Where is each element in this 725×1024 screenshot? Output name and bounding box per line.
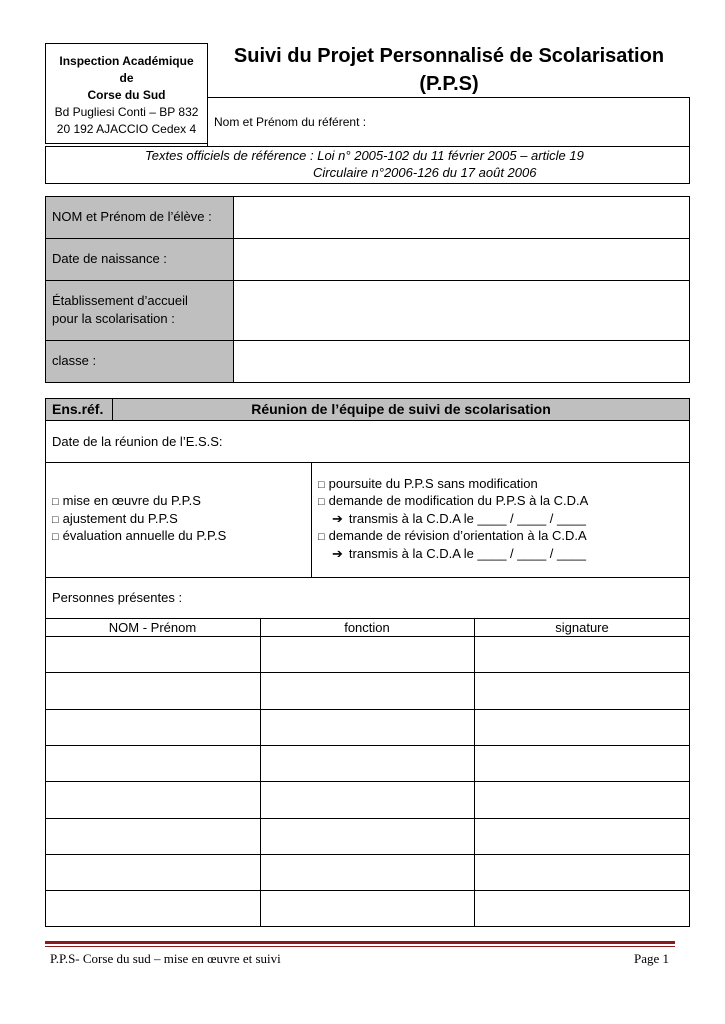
inspection-line-3: Corse du Sud [87, 88, 166, 102]
meeting-title: Réunion de l’équipe de suivi de scolarisation [251, 401, 551, 417]
class-field[interactable] [234, 341, 689, 382]
school-label-line-2: pour la scolarisation : [52, 311, 175, 326]
arrow-right-icon: ➔ [332, 511, 343, 526]
option-label: ajustement du P.P.S [62, 511, 178, 526]
student-name-label: NOM et Prénom de l’élève : [52, 209, 212, 224]
option-label: demande de modification du P.P.S à la C.D.A [328, 493, 589, 508]
option-label: poursuite du P.P.S sans modification [328, 476, 538, 491]
column-header-signature: signature [555, 620, 609, 635]
transmis-cda-line-1 [332, 511, 586, 527]
attendee-row[interactable] [46, 891, 689, 926]
checkbox-icon[interactable]: □ [52, 496, 59, 508]
column-header-name: NOM - Prénom [108, 620, 197, 635]
official-texts-line-2: Circulaire n°2006-126 du 17 août 2006 [313, 165, 537, 180]
official-texts-line-1: Textes officiels de référence : Loi n° 2005-102 du 11 février 2005 – article 19 [145, 148, 584, 163]
option-demande-revision[interactable] [318, 528, 587, 543]
option-evaluation[interactable] [52, 528, 226, 543]
checkbox-icon[interactable]: □ [52, 514, 59, 526]
ens-ref-label: Ens.réf. [52, 401, 104, 417]
attendee-row[interactable] [46, 819, 689, 854]
checkbox-icon[interactable]: □ [52, 531, 59, 543]
column-header-function: fonction [344, 620, 390, 635]
option-ajustement[interactable] [52, 511, 178, 526]
option-label: demande de révision d’orientation à la C.D.A [328, 528, 587, 543]
attendee-row[interactable] [46, 746, 689, 781]
school-label-line-1: Établissement d’accueil [52, 293, 188, 308]
page-title-line-1: Suivi du Projet Personnalisé de Scolarisation [233, 45, 665, 67]
option-demande-modification[interactable] [318, 493, 588, 508]
checkbox-icon[interactable]: □ [318, 496, 325, 508]
arrow-right-icon: ➔ [332, 546, 343, 561]
school-field[interactable] [234, 281, 689, 340]
attendee-row[interactable] [46, 710, 689, 745]
student-name-field[interactable] [234, 197, 689, 238]
meeting-date-label: Date de la réunion de l’E.S.S: [52, 434, 223, 449]
address-line-1: Bd Pugliesi Conti – BP 832 [54, 105, 199, 119]
option-poursuite[interactable] [318, 476, 538, 491]
attendee-row[interactable] [46, 782, 689, 818]
transmis-text: transmis à la C.D.A le ____ / ____ / ____ [348, 546, 586, 561]
footer-page-number: Page 1 [634, 951, 670, 966]
class-label: classe : [52, 353, 97, 368]
checkbox-icon[interactable]: □ [318, 531, 325, 543]
option-label: évaluation annuelle du P.P.S [62, 528, 227, 543]
transmis-text: transmis à la C.D.A le ____ / ____ / ____ [348, 511, 586, 526]
footer-rule-thin [45, 946, 675, 947]
inspection-line-1: Inspection Académique [59, 54, 194, 68]
checkbox-icon[interactable]: □ [318, 479, 325, 491]
option-mise-en-oeuvre[interactable] [52, 493, 201, 508]
footer-document-label: P.P.S- Corse du sud – mise en œuvre et suivi [50, 951, 281, 966]
attendee-row[interactable] [46, 855, 689, 890]
address-line-2: 20 192 AJACCIO Cedex 4 [56, 122, 197, 136]
inspection-line-2: de [119, 71, 134, 85]
footer-rule [45, 941, 675, 944]
page-title-line-2: (P.P.S) [419, 73, 479, 95]
birth-date-label: Date de naissance : [52, 251, 167, 266]
transmis-cda-line-2 [332, 546, 586, 562]
attendee-row[interactable] [46, 673, 689, 709]
birth-date-field[interactable] [234, 239, 689, 280]
present-persons-label: Personnes présentes : [52, 590, 183, 605]
option-label: mise en œuvre du P.P.S [62, 493, 201, 508]
referent-label: Nom et Prénom du référent : [214, 115, 367, 129]
attendee-row[interactable] [46, 637, 689, 672]
